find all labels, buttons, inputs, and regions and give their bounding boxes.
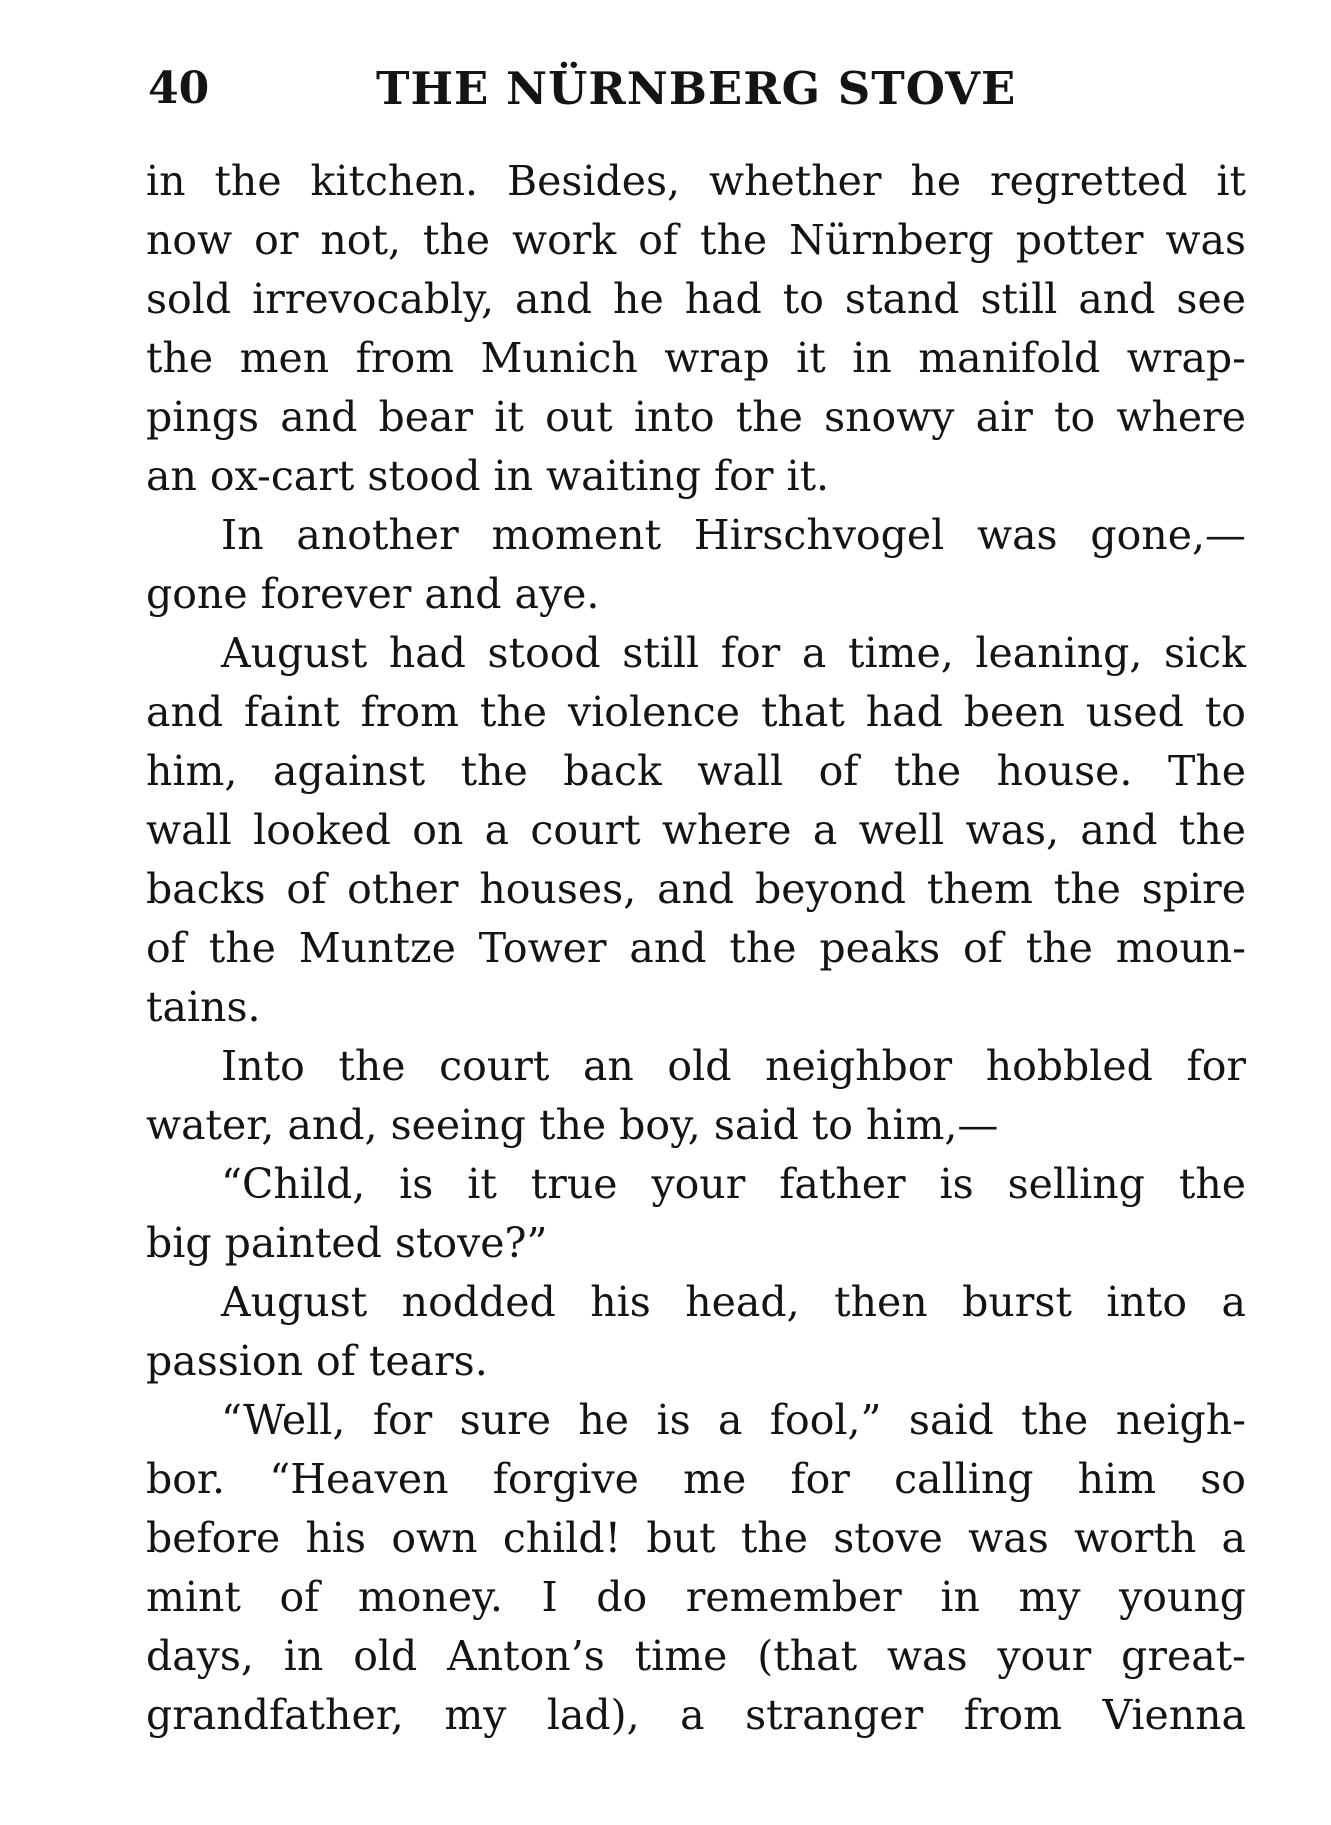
text-line: backs of other houses, and beyond them the spire bbox=[146, 865, 1246, 913]
text-line: Into the court an old neighbor hobbled for bbox=[221, 1042, 1246, 1090]
text-line: gone forever and aye. bbox=[146, 570, 600, 618]
text-line: “Child, is it true your father is selling the bbox=[221, 1160, 1246, 1208]
text-line: him, against the back wall of the house. The bbox=[146, 747, 1246, 795]
text-line: August nodded his head, then burst into a bbox=[221, 1278, 1246, 1326]
text-line: now or not, the work of the Nürnberg potter was bbox=[146, 216, 1246, 264]
text-line: grandfather, my lad), a stranger from Vienna bbox=[146, 1691, 1246, 1739]
text-line: passion of tears. bbox=[146, 1337, 488, 1385]
text-line: mint of money. I do remember in my young bbox=[146, 1573, 1246, 1621]
page-number: 40 bbox=[148, 63, 210, 114]
text-line: in the kitchen. Besides, whether he regretted it bbox=[146, 157, 1246, 205]
text-line: water, and, seeing the boy, said to him,— bbox=[146, 1101, 999, 1149]
text-line: “Well, for sure he is a fool,” said the neigh- bbox=[221, 1396, 1246, 1444]
text-line: and faint from the violence that had been used to bbox=[146, 688, 1246, 736]
text-line: of the Muntze Tower and the peaks of the moun- bbox=[146, 924, 1246, 972]
text-line: the men from Munich wrap it in manifold wrap- bbox=[146, 334, 1246, 382]
text-line: days, in old Anton’s time (that was your great- bbox=[146, 1632, 1246, 1680]
text-line: wall looked on a court where a well was, and the bbox=[146, 806, 1246, 854]
text-line: an ox-cart stood in waiting for it. bbox=[146, 452, 830, 500]
text-line: pings and bear it out into the snowy air to where bbox=[146, 393, 1246, 441]
body-text bbox=[146, 152, 1246, 1745]
text-line: bor. “Heaven forgive me for calling him so bbox=[146, 1455, 1246, 1503]
text-line: tains. bbox=[146, 983, 261, 1031]
text-line: In another moment Hirschvogel was gone,— bbox=[221, 511, 1246, 559]
running-head bbox=[148, 54, 1248, 124]
text-line: before his own child! but the stove was worth a bbox=[146, 1514, 1246, 1562]
book-title: THE NÜRNBERG STOVE bbox=[376, 62, 1017, 115]
text-line: sold irrevocably, and he had to stand still and see bbox=[146, 275, 1246, 323]
text-line: August had stood still for a time, leaning, sick bbox=[221, 629, 1246, 677]
text-line: big painted stove?” bbox=[146, 1219, 548, 1267]
